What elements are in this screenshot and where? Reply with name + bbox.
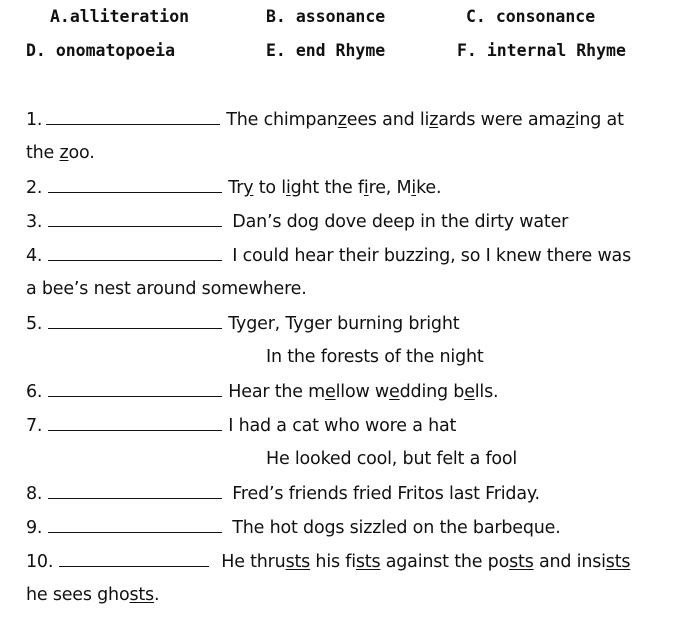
underlined-sound: sts <box>129 585 154 605</box>
option-letter: C. <box>466 7 486 26</box>
question-5-second-line <box>266 344 484 370</box>
question-1-continuation <box>26 140 95 166</box>
question-number: 8. <box>26 484 43 504</box>
option-text: onomatopoeia <box>55 41 176 60</box>
question-text: Tyger, Tyger burning bright <box>228 314 460 334</box>
underlined-sound: z <box>337 110 347 130</box>
option-letter: D. <box>26 41 46 60</box>
option-text: assonance <box>295 7 386 26</box>
answer-blank[interactable] <box>48 310 222 329</box>
question-number: 7. <box>26 416 43 436</box>
underlined-sound: i <box>411 178 417 198</box>
option-text: consonance <box>495 7 596 26</box>
option-text: internal Rhyme <box>486 41 626 60</box>
question-text: He looked cool, but felt a fool <box>266 449 518 469</box>
option-letter: A. <box>50 7 70 26</box>
option-b <box>266 6 385 28</box>
question-text: I had a cat who wore a hat <box>228 416 457 436</box>
question-text: ards were ama <box>438 110 566 130</box>
question-text: to l <box>253 178 286 198</box>
question-4 <box>26 242 631 269</box>
underlined-sound: e <box>325 382 336 402</box>
option-text: end Rhyme <box>295 41 386 60</box>
question-text: Hear the m <box>228 382 326 402</box>
question-text: he sees gho <box>26 585 130 605</box>
question-7-second-line <box>266 446 517 472</box>
question-text: the <box>26 143 60 163</box>
underlined-sound: z <box>565 110 575 130</box>
question-number: 1. <box>26 110 43 130</box>
question-text: llow w <box>335 382 390 402</box>
answer-blank[interactable] <box>48 480 222 499</box>
answer-blank[interactable] <box>48 242 222 261</box>
question-text: dding b <box>399 382 465 402</box>
answer-blank[interactable] <box>48 514 222 533</box>
question-9 <box>26 514 561 541</box>
underlined-sound: i <box>363 178 369 198</box>
question-text: I could hear their buzzing, so I knew there was <box>232 246 632 266</box>
underlined-sound: sts <box>509 552 534 572</box>
question-text: He thru <box>221 552 286 572</box>
answer-blank[interactable] <box>48 174 222 193</box>
question-text: ing at <box>574 110 624 130</box>
question-text: . <box>153 585 160 605</box>
question-10-continuation <box>26 582 159 608</box>
question-number: 2. <box>26 178 43 198</box>
question-text: re, M <box>368 178 412 198</box>
option-letter: B. <box>266 7 286 26</box>
underlined-sound: i <box>285 178 291 198</box>
question-number: 9. <box>26 518 43 538</box>
question-4-continuation <box>26 276 307 302</box>
question-text: Fred’s friends fried Fritos last Friday. <box>232 484 540 504</box>
option-letter: E. <box>266 41 286 60</box>
question-text: Tr <box>228 178 244 198</box>
question-text: Dan’s dog dove deep in the dirty water <box>232 212 569 232</box>
question-number: 6. <box>26 382 43 402</box>
question-5 <box>26 310 459 337</box>
option-a <box>50 6 189 28</box>
option-d <box>26 40 175 62</box>
question-text: The chimpan <box>226 110 338 130</box>
option-f <box>457 40 626 62</box>
answer-blank[interactable] <box>48 378 222 397</box>
question-number: 3. <box>26 212 43 232</box>
question-8 <box>26 480 540 507</box>
underlined-sound: sts <box>355 552 381 572</box>
underlined-sound: z <box>59 143 69 163</box>
underlined-sound: e <box>389 382 400 402</box>
option-e <box>266 40 385 62</box>
question-text: ght the f <box>290 178 364 198</box>
question-number: 10. <box>26 552 54 572</box>
answer-blank[interactable] <box>48 412 222 431</box>
question-text: lls. <box>474 382 499 402</box>
option-letter: F. <box>457 41 477 60</box>
question-number: 5. <box>26 314 43 334</box>
option-c <box>466 6 595 28</box>
question-text: and insi <box>533 552 606 572</box>
question-text: ke. <box>416 178 442 198</box>
question-3 <box>26 208 568 235</box>
question-text: a bee’s nest around somewhere. <box>26 279 307 299</box>
underlined-sound: sts <box>605 552 631 572</box>
question-text: against the po <box>380 552 510 572</box>
underlined-sound: sts <box>285 552 311 572</box>
underlined-sound: y <box>243 178 254 198</box>
underlined-sound: z <box>429 110 439 130</box>
question-number: 4. <box>26 246 43 266</box>
question-10 <box>26 548 630 575</box>
question-text: The hot dogs sizzled on the barbeque. <box>232 518 561 538</box>
question-1 <box>26 106 624 133</box>
question-text: In the forests of the night <box>266 347 484 367</box>
answer-blank[interactable] <box>59 548 209 567</box>
underlined-sound: e <box>464 382 475 402</box>
question-6 <box>26 378 498 405</box>
question-2 <box>26 174 441 201</box>
question-7 <box>26 412 456 439</box>
question-text: his fi <box>310 552 356 572</box>
question-text: ees and li <box>346 110 430 130</box>
question-text: oo. <box>68 143 95 163</box>
answer-blank[interactable] <box>46 106 220 125</box>
option-text: alliteration <box>69 7 190 26</box>
answer-blank[interactable] <box>48 208 222 227</box>
